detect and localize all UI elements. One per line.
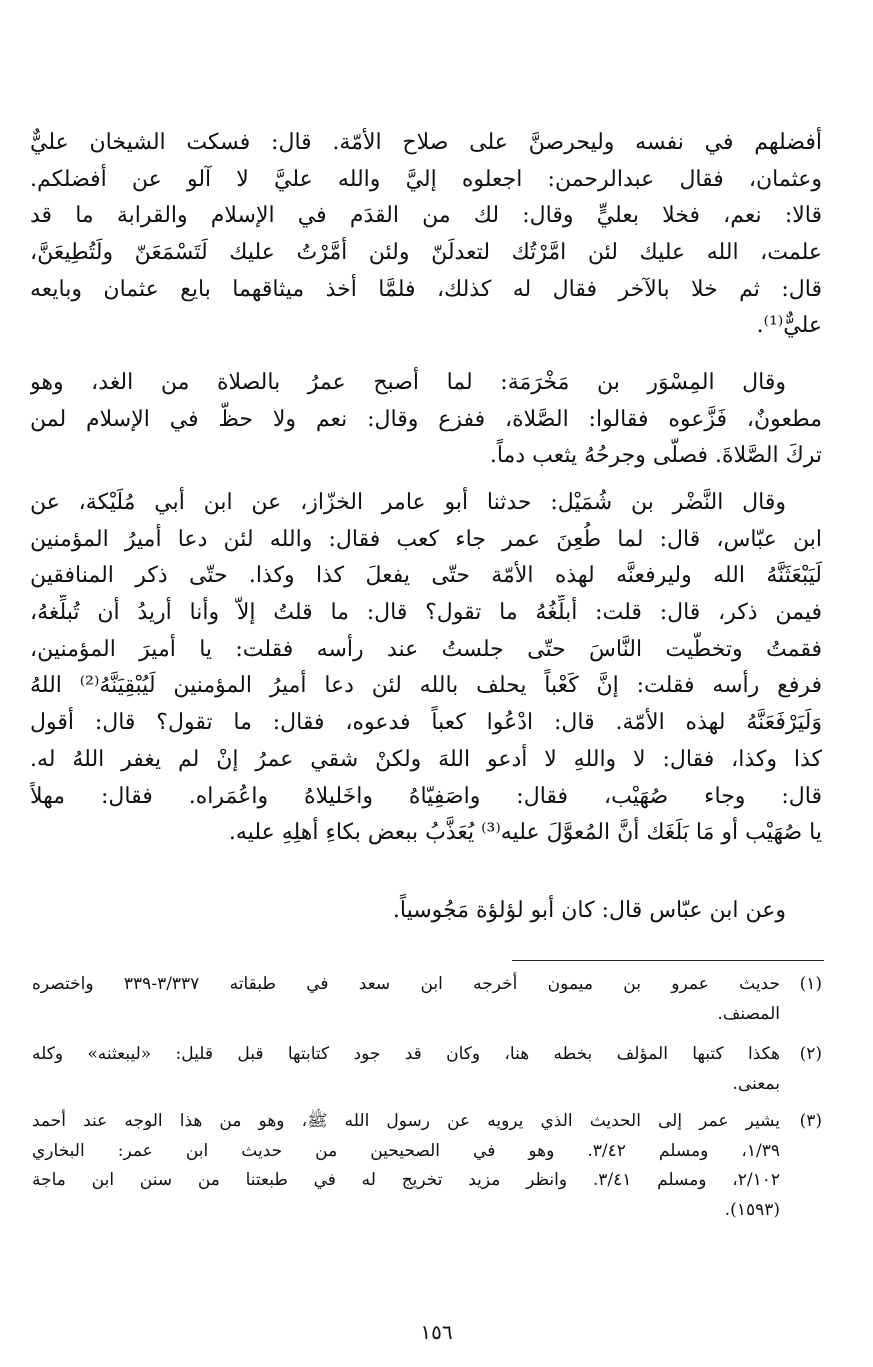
paragraph-2: [30, 365, 822, 475]
footnote-line: ٢/١٠٢، ومسلم ٣/٤١. وانظر مزيد تخريج له في طبعتنا من سنن ابن ماجة: [32, 1170, 780, 1190]
text-line: علمت، الله عليك لئن امَّرْتُك لتعدلَنّ ولئن أمَّرْتُ عليك لَتَسْمَعَنّ ولَتُطِيعَنَّ،: [30, 240, 822, 266]
text-line: يا صُهَيْب أو مَا بَلَغَك أنَّ المُعوَّلَ عليه⁽³⁾ يُعَذَّبُ ببعض بكاءِ أهلِهِ عليه.: [228, 820, 822, 846]
text-line: فرفع رأسه فقلت: إنَّ كَعْباً يحلف بالله لئن دعا أميرُ المؤمنين لَيُبْقِيَنَّهُ⁽²⁾ اللهُ: [30, 673, 822, 699]
page-number: ١٥٦: [420, 1320, 453, 1344]
text-line: لَيَبْعَثَنَّهُ الله وليرفعنَّه لهذه الأمّة حتّى يفعلَ كذا وكذا. حتّى ذكر المنافقين: [30, 563, 822, 589]
footnote-3: [32, 1107, 822, 1225]
paragraph-3: [30, 485, 822, 852]
footnote-line: هكذا كتبها المؤلف بخطه هنا، وكان قد جود كتابتها قبل قليل: «ليبعثنه» وكله: [32, 1044, 780, 1064]
footnote-line: المصنف.: [717, 1003, 780, 1024]
footnote-line: يشير عمر إلى الحديث الذي يرويه عن رسول الله ﷺ، وهو من هذا الوجه عند أحمد: [32, 1111, 780, 1131]
text-line: وعثمان، فقال عبدالرحمن: اجعلوه إليَّ والله عليَّ لا آلو عن أفضلكم.: [30, 166, 822, 192]
footnote-number: (١): [799, 974, 822, 994]
footnote-line: ١/٣٩، ومسلم ٣/٤٢. وهو في الصحيحين من حديث ابن عمر: البخاري: [32, 1140, 780, 1161]
text-line: قالا: نعم، فخلا بعليٍّ وقال: لك من القدَم في الإسلام والقرابة ما قد: [30, 203, 822, 229]
text-line: مطعونٌ، فَزَّعوه فقالوا: الصَّلاة، ففزع وقال: نعم ولا حظَّ في الإسلام لمن: [30, 406, 822, 432]
footnote-1: [32, 970, 822, 1029]
footnote-line: حديث عمرو بن ميمون أخرجه ابن سعد في طبقاته ٣/٣٣٧-٣٣٩ واختصره: [32, 974, 780, 994]
footnote-2: [32, 1040, 822, 1099]
text-line: فيمن ذكر، قال: قلت: أبلِّغُهُ ما تقول؟ قال: ما قلتُ إلاّ وأنا أريدُ أن تُبلِّغهُ،: [30, 600, 822, 626]
text-line: عليٌّ⁽¹⁾.: [756, 313, 822, 339]
paragraph-1: [30, 125, 822, 345]
text-line: ابن عبّاس، قال: لما طُعِنَ عمر جاء كعب فقال: والله لئن دعا أميرُ المؤمنين: [30, 526, 822, 552]
paragraph-4: [30, 893, 822, 930]
text-line: وقال المِسْوَر بن مَخْرَمَة: لما أصبح عمرُ بالصلاة من الغد، وهو: [30, 370, 786, 395]
text-line: تركَ الصَّلاةَ. فصلّى وجرحُهُ يثعب دماً.: [489, 443, 822, 469]
footnote-line: بمعنى.: [732, 1073, 780, 1094]
text-line: فقمتُ وتخطَّيت النَّاسَ حتّى جلستُ عند رأسه فقلت: يا أميرَ المؤمنين،: [30, 636, 822, 662]
footnote-line: (١٥٩٣).: [724, 1199, 780, 1220]
text-line: قال: وجاء صُهَيْب، فقال: واصَفِيّاهُ واخَليلاهُ واعُمَراه. فقال: مهلاً: [30, 783, 822, 809]
footnote-number: (٣): [799, 1111, 822, 1131]
text-line: وعن ابن عبّاس قال: كان أبو لؤلؤة مَجُوسياً.: [392, 898, 786, 923]
text-line: أفضلهم في نفسه وليحرصنَّ على صلاح الأمّة. قال: فسكت الشيخان عليٌّ: [30, 130, 822, 155]
text-line: كذا وكذا، فقال: لا واللهِ لا أدعو اللهَ ولكنْ شقي عمرُ إنْ لم يغفر اللهُ له.: [30, 746, 822, 772]
text-line: وقال النَّضْر بن شُمَيْل: حدثنا أبو عامر الخزّاز، عن ابن أبي مُلَيْكة، عن: [30, 490, 786, 515]
footnote-number: (٢): [799, 1044, 822, 1064]
text-line: وَلَيَرْفَعَنَّهُ لهذه الأمّة. قال: ادْعُوا كعباً فدعوه، فقال: ما تقول؟ قال: أقول: [30, 710, 822, 736]
text-line: قال: ثم خلا بالآخر فقال له كذلك، فلمَّا أخذ ميثاقهما بايع عثمان وبايعه: [30, 276, 822, 302]
footnote-divider: [512, 960, 824, 961]
